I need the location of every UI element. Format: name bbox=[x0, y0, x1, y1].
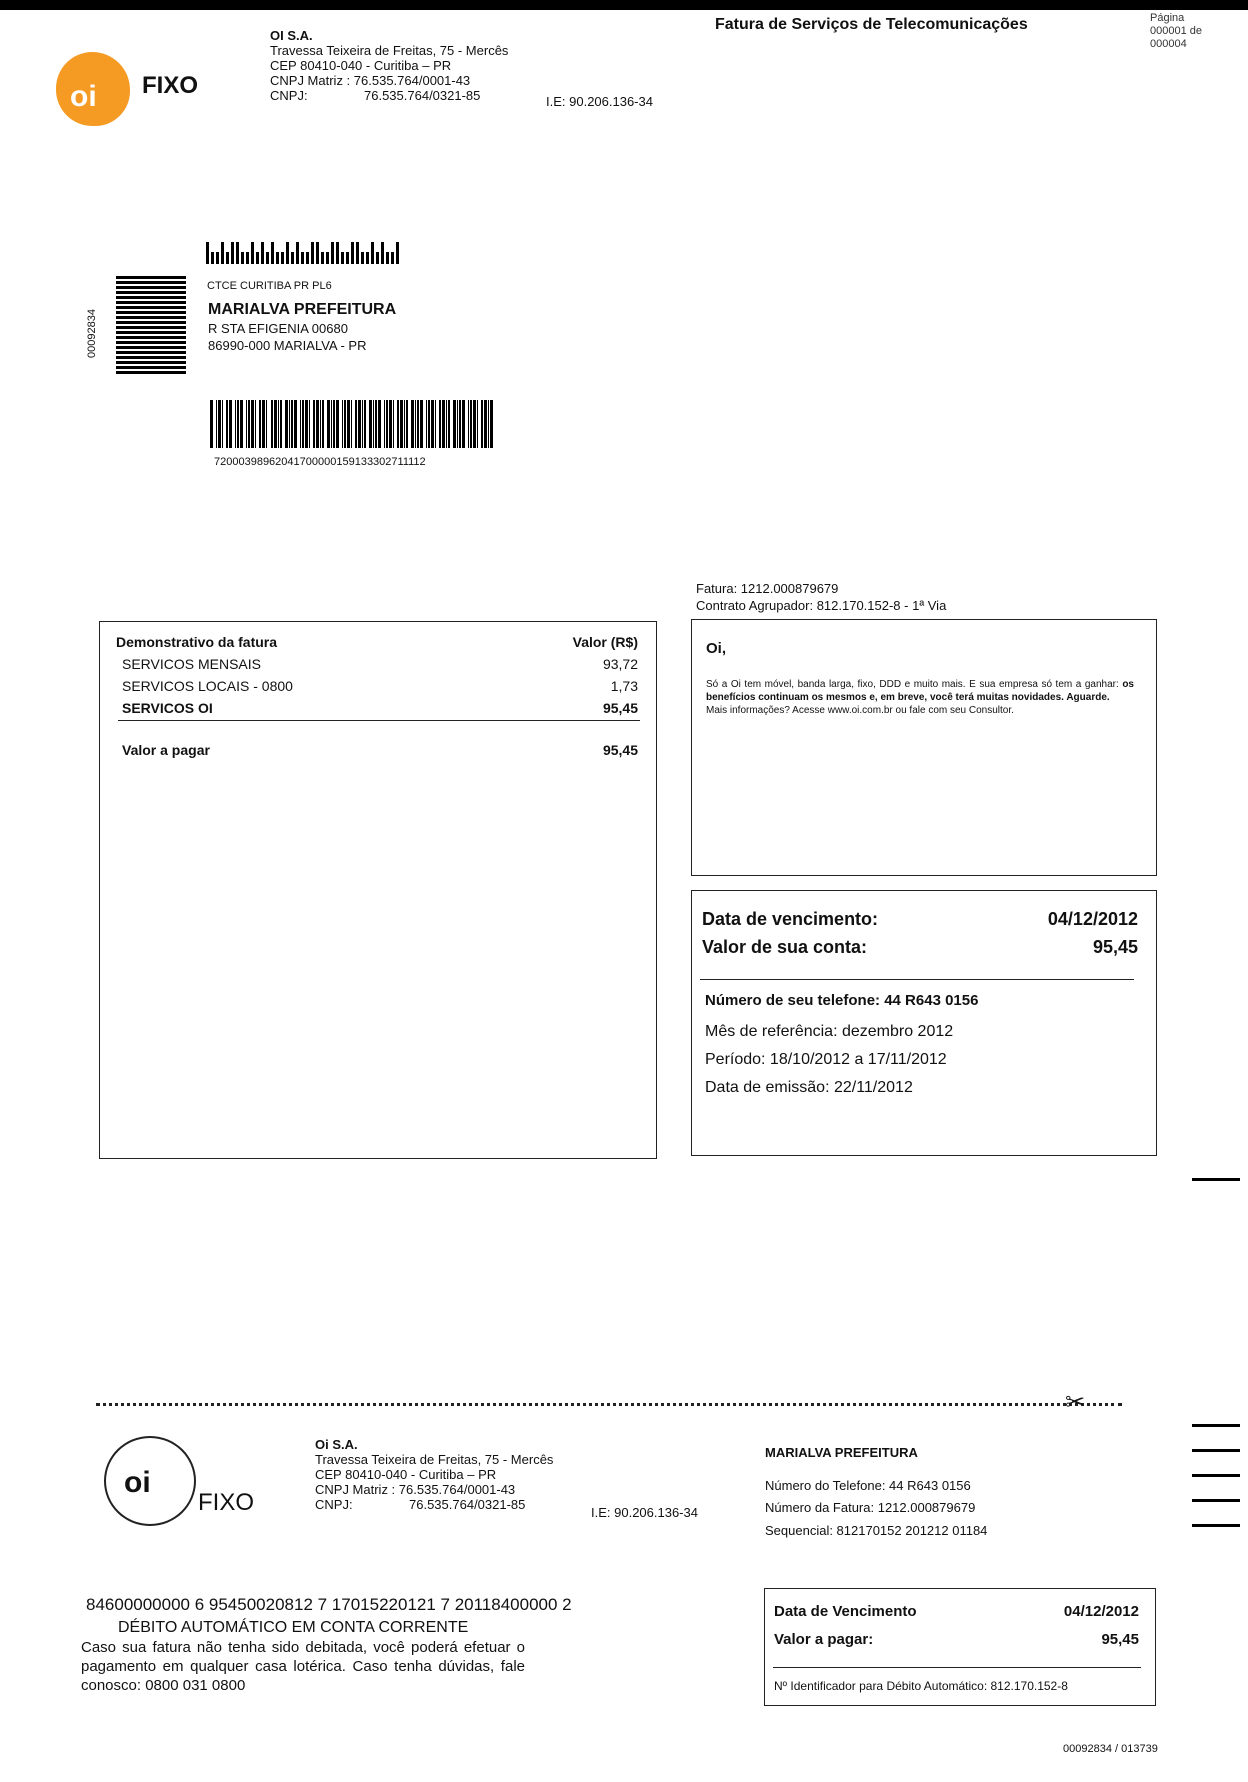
summary-amount-value: 95,45 bbox=[1092, 937, 1138, 957]
page-label: Página bbox=[1150, 12, 1185, 24]
stub-company-info bbox=[315, 1437, 715, 1512]
stub-due-value: 04/12/2012 bbox=[1063, 1603, 1139, 1620]
stub-sequence: Sequencial: 812170152 201212 01184 bbox=[765, 1523, 988, 1538]
page-total: 000004 bbox=[1150, 38, 1187, 50]
statement-subtotal bbox=[122, 700, 638, 716]
document-title: Fatura de Serviços de Telecomunicações bbox=[715, 16, 1028, 33]
statement-total-label: Valor a pagar bbox=[122, 742, 210, 758]
stub-phone: Número do Telefone: 44 R643 0156 bbox=[765, 1478, 971, 1493]
statement-title: Demonstrativo da fatura bbox=[116, 634, 278, 650]
company-cnpj-matriz: CNPJ Matriz : 76.535.764/0001-43 bbox=[270, 73, 471, 88]
stub-ie: I.E: 90.206.136-34 bbox=[591, 1505, 698, 1520]
summary-due bbox=[702, 909, 1138, 930]
stub-address-1: Travessa Teixeira de Freitas, 75 - Mercês bbox=[315, 1452, 554, 1467]
statement-divider bbox=[118, 720, 640, 721]
margin-marks bbox=[1192, 1424, 1240, 1549]
statement-item bbox=[122, 678, 638, 694]
digitable-line: 84600000000 6 95450020812 7 17015220121 7 20118400000 2 bbox=[86, 1595, 572, 1614]
statement-item-label: SERVICOS MENSAIS bbox=[122, 656, 262, 672]
stub-divider bbox=[773, 1667, 1141, 1668]
cut-line bbox=[96, 1403, 1122, 1406]
recipient-street: R STA EFIGENIA 00680 bbox=[208, 321, 348, 336]
side-barcode bbox=[116, 276, 186, 374]
recipient-city: 86990-000 MARIALVA - PR bbox=[208, 338, 367, 353]
stub-amount bbox=[774, 1631, 1139, 1648]
oi-logo bbox=[56, 52, 130, 126]
statement-item-value: 95,45 bbox=[602, 700, 638, 716]
oi-logo-text: oi bbox=[124, 1466, 151, 1499]
page-value: 000001 de bbox=[1150, 25, 1202, 37]
message-line-1: Só a Oi tem móvel, banda larga, fixo, DDD e muito mais. E sua empresa só tem a ganhar: bbox=[706, 679, 1119, 690]
summary-box bbox=[691, 890, 1157, 1156]
stub-debit-id: Nº Identificador para Débito Automático: 812.170.152-8 bbox=[774, 1679, 1068, 1693]
stub-payment-box bbox=[764, 1588, 1156, 1706]
statement-item-label: SERVICOS LOCAIS - 0800 bbox=[122, 678, 293, 694]
stub-brand-fixo: FIXO bbox=[198, 1489, 255, 1516]
summary-amount bbox=[702, 937, 1138, 958]
stub-cnpj-matriz: CNPJ Matriz : 76.535.764/0001-43 bbox=[315, 1482, 516, 1497]
recipient-name: MARIALVA PREFEITURA bbox=[208, 301, 397, 318]
stub-amount-label: Valor a pagar: bbox=[774, 1631, 874, 1648]
statement-value-header: Valor (R$) bbox=[572, 634, 638, 650]
debit-title: DÉBITO AUTOMÁTICO EM CONTA CORRENTE bbox=[118, 1619, 469, 1636]
summary-amount-label: Valor de sua conta: bbox=[702, 937, 868, 957]
page-indicator bbox=[1150, 12, 1202, 51]
side-code: 00092834 bbox=[86, 309, 98, 358]
company-name: OI S.A. bbox=[270, 28, 313, 43]
message-line-2: Mais informações? Acesse www.oi.com.br ou fale com seu Consultor. bbox=[706, 705, 1014, 716]
summary-issue-date: Data de emissão: 22/11/2012 bbox=[705, 1079, 913, 1096]
barcode-number: 72000398962041700000159133302711112 bbox=[214, 456, 426, 468]
stub-company-name: Oi S.A. bbox=[315, 1437, 358, 1452]
message-box bbox=[691, 619, 1157, 876]
stub-address-2: CEP 80410-040 - Curitiba – PR bbox=[315, 1467, 497, 1482]
scissors-icon: ✂ bbox=[1065, 1389, 1086, 1416]
debit-text: Caso sua fatura não tenha sido debitada, você poderá efetuar o pagamento em qualquer casa lotérica. Caso tenha dúvidas, fale conosco: 0800 031 0800 bbox=[81, 1639, 525, 1694]
summary-ref-month: Mês de referência: dezembro 2012 bbox=[705, 1023, 954, 1040]
statement-item-value: 1,73 bbox=[610, 678, 638, 694]
company-cnpj-value: 76.535.764/0321-85 bbox=[364, 88, 481, 103]
top-scan-edge bbox=[0, 0, 1248, 10]
stub-cnpj-label: CNPJ: bbox=[315, 1497, 353, 1512]
company-address-2: CEP 80410-040 - Curitiba – PR bbox=[270, 58, 452, 73]
statement-total bbox=[122, 742, 638, 758]
summary-period: Período: 18/10/2012 a 17/11/2012 bbox=[705, 1051, 947, 1068]
stub-due bbox=[774, 1603, 1139, 1620]
oi-logo-outline bbox=[104, 1436, 196, 1526]
summary-due-label: Data de vencimento: bbox=[702, 909, 879, 929]
statement-item-label: SERVICOS OI bbox=[122, 700, 213, 716]
main-barcode bbox=[210, 400, 493, 448]
summary-divider bbox=[700, 979, 1134, 980]
contract-number: Contrato Agrupador: 812.170.152-8 - 1ª Via bbox=[696, 598, 947, 613]
company-ie: I.E: 90.206.136-34 bbox=[546, 94, 653, 109]
postal-barcode bbox=[206, 238, 399, 264]
stub-customer: MARIALVA PREFEITURA bbox=[765, 1445, 918, 1460]
stub-amount-value: 95,45 bbox=[1101, 1631, 1139, 1648]
oi-logo-text: oi bbox=[70, 80, 97, 113]
statement-box bbox=[99, 621, 657, 1159]
stub-due-label: Data de Vencimento bbox=[774, 1603, 917, 1620]
routing-code: CTCE CURITIBA PR PL6 bbox=[207, 280, 332, 292]
margin-mark bbox=[1192, 1178, 1240, 1181]
footer-code: 00092834 / 013739 bbox=[1063, 1743, 1158, 1755]
summary-phone: Número de seu telefone: 44 R643 0156 bbox=[705, 992, 979, 1009]
statement-header bbox=[116, 634, 638, 650]
company-address-1: Travessa Teixeira de Freitas, 75 - Mercês bbox=[270, 43, 509, 58]
invoice-number: Fatura: 1212.000879679 bbox=[696, 581, 839, 596]
summary-due-value: 04/12/2012 bbox=[1047, 909, 1138, 929]
message-body bbox=[706, 678, 1134, 717]
message-line-1-bold: os benefícios continuam os mesmos e, em breve, você terá muitas novidades. Aguarde. bbox=[706, 679, 1134, 703]
company-cnpj-label: CNPJ: bbox=[270, 88, 308, 103]
brand-fixo: FIXO bbox=[142, 72, 199, 99]
statement-item bbox=[122, 656, 638, 672]
stub-cnpj-value: 76.535.764/0321-85 bbox=[409, 1497, 526, 1512]
statement-item-value: 93,72 bbox=[602, 656, 638, 672]
statement-total-value: 95,45 bbox=[602, 742, 638, 758]
stub-invoice: Número da Fatura: 1212.000879679 bbox=[765, 1500, 976, 1515]
message-greeting: Oi, bbox=[706, 640, 727, 657]
company-info bbox=[270, 28, 670, 103]
